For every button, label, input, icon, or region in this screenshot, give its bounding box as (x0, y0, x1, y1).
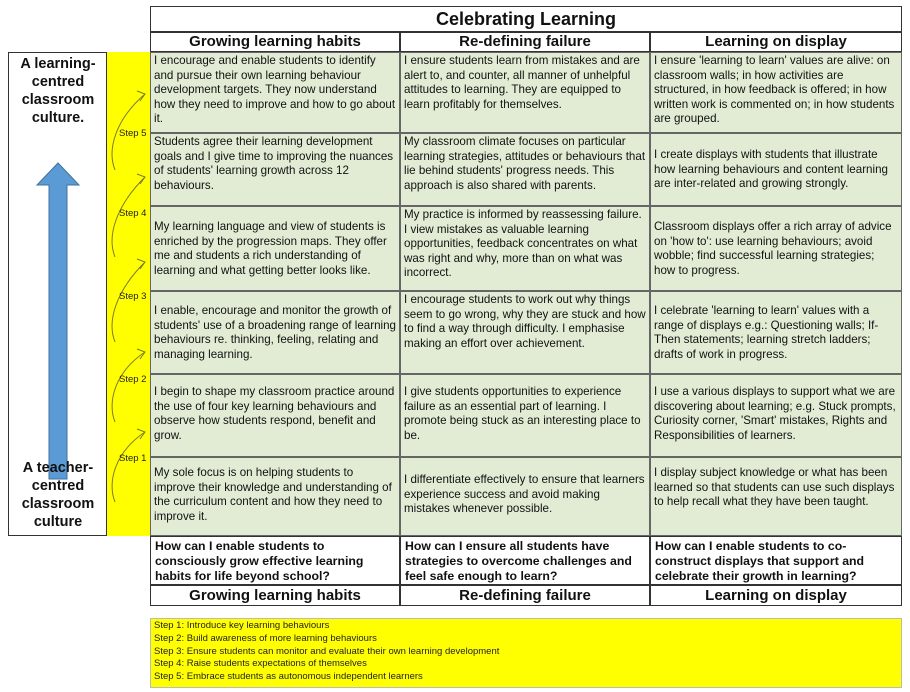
teacher-centred-label: A teacher-centred classroom culture (21, 460, 95, 530)
step-1-label: Step 1 (119, 453, 147, 464)
column-header-failure: Re-defining failure (400, 32, 650, 52)
cell-r4-failure: I encourage students to work out why things seem to go wrong, why they are stuck and how to find a way through difficulty. I emphasise making an effort over achievement. (400, 291, 650, 374)
cell-r4-growing: I enable, encourage and monitor the growth of students' use of a broadening range of learning behaviours re. thinking, feeling, relating and managing learning. (150, 291, 400, 374)
steps-legend (150, 618, 902, 688)
step-5-label: Step 5 (119, 128, 147, 139)
cell-r2-failure: My classroom climate focuses on particular learning strategies, attitudes or behaviours that lie behind students' progress needs. This approach is also shared with parents. (400, 133, 650, 206)
footer-header-failure: Re-defining failure (400, 585, 650, 606)
step-3-label: Step 3 (119, 291, 147, 302)
steps-column (106, 52, 150, 536)
question-growing: How can I enable students to consciously grow effective learning habits for life beyond school? (150, 536, 400, 585)
cell-r6-growing: My sole focus is on helping students to improve their knowledge and understanding of the curriculum content and how they need to improve it. (150, 457, 400, 536)
legend-step-1: Step 1: Introduce key learning behaviours (154, 620, 330, 631)
cell-r1-display: I ensure 'learning to learn' values are alive: on classroom walls; in how activities are structured, in how feedback is offered; in how written work is commented on; in how students are grouped. (650, 52, 902, 133)
cell-r1-failure: I ensure students learn from mistakes and are alert to, and counter, all manner of unhelpful attitudes to learning. They are equipped to learn profitably for themselves. (400, 52, 650, 133)
legend-step-2: Step 2: Build awareness of more learning behaviours (154, 632, 377, 644)
question-failure: How can I ensure all students have strategies to overcome challenges and feel safe enough to learn? (400, 536, 650, 585)
step-2-label: Step 2 (119, 374, 147, 385)
cell-r6-failure: I differentiate effectively to ensure that learners experience success and avoid making mistakes whenever possible. (400, 457, 650, 536)
footer-header-growing: Growing learning habits (150, 585, 400, 606)
cell-r5-failure: I give students opportunities to experience failure as an essential part of learning. I promote being stuck as an interesting place to be. (400, 374, 650, 457)
column-header-growing: Growing learning habits (150, 32, 400, 52)
cell-r3-display: Classroom displays offer a rich array of advice on 'how to': use learning behaviours; avoid wobble; find successful learning strategies; how to progress. (650, 206, 902, 291)
footer-header-display: Learning on display (650, 585, 902, 606)
question-display: How can I enable students to co-construct displays that support and celebrate their growth in learning? (650, 536, 902, 585)
column-header-display: Learning on display (650, 32, 902, 52)
cell-r2-display: I create displays with students that illustrate how learning behaviours and content learning are inter-related and growing strongly. (650, 133, 902, 206)
cell-r4-display: I celebrate 'learning to learn' values with a range of displays e.g.: Questioning walls; If-Then statements; learning stretch ladders; drafts of work in progress. (650, 291, 902, 374)
cell-r5-growing: I begin to shape my classroom practice around the use of four key learning behaviours and observe how students respond, benefit and grow. (150, 374, 400, 457)
cell-r2-growing: Students agree their learning development goals and I give time to improving the nuances of students' learning growth across 12 behaviours. (150, 133, 400, 206)
cell-r3-failure: My practice is informed by reassessing failure. I view mistakes as valuable learning opportunities, feedback concentrates on what was right and why, more than on what was incorrect. (400, 206, 650, 291)
legend-step-5: Step 5: Embrace students as autonomous independent learners (154, 671, 423, 683)
step-4-label: Step 4 (119, 208, 147, 219)
legend-step-4: Step 4: Raise students expectations of themselves (154, 658, 367, 670)
cell-r5-display: I use a various displays to support what we are discovering about learning; e.g. Stuck prompts, Curiosity corner, 'Smart' mistakes, Rights and Responsibilities of learners. (650, 374, 902, 457)
up-arrow-icon (35, 161, 81, 481)
legend-step-3: Step 3: Ensure students can monitor and evaluate their own learning development (154, 645, 500, 657)
page-title: Celebrating Learning (150, 6, 902, 32)
cell-r6-display: I display subject knowledge or what has been learned so that students can use such displays to help recall what they have been taught. (650, 457, 902, 536)
cell-r1-growing: I encourage and enable students to identify and pursue their own learning behaviour development targets. They now understand how they need to improve and how to go about it. (150, 52, 400, 133)
learning-centred-label: A learning-centred classroom culture. (20, 56, 96, 126)
cell-r3-growing: My learning language and view of students is enriched by the progression maps. They offer me and students a rich understanding of learning and what getting better looks like. (150, 206, 400, 291)
